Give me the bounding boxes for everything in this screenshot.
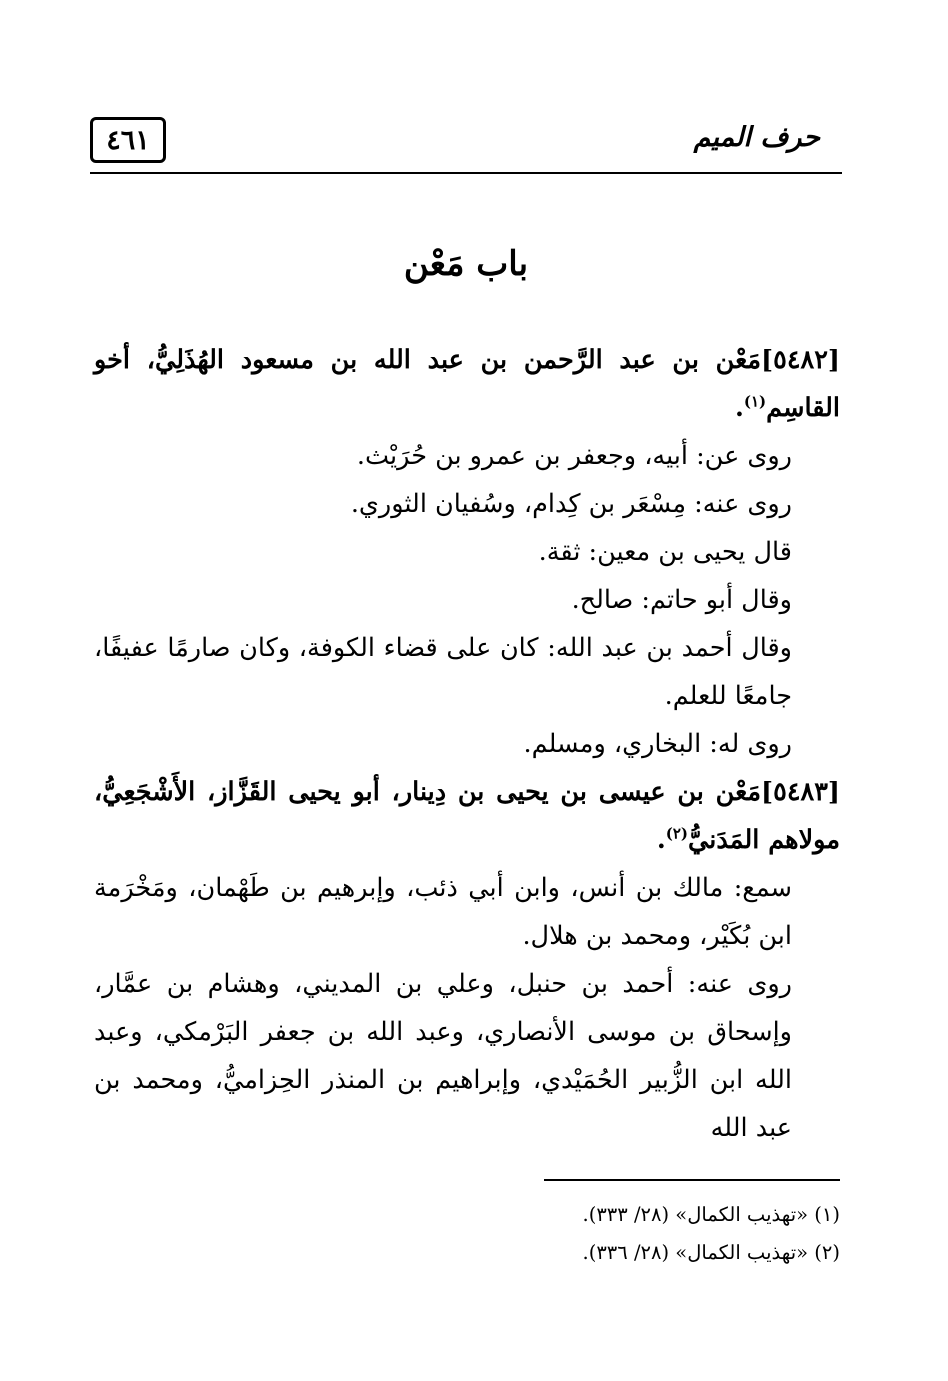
footnote-ref: (٢): [665, 824, 688, 843]
footnote-ref: (١): [743, 392, 767, 411]
entry-heading-5482: [94, 336, 840, 432]
footnote-rule: [544, 1179, 840, 1181]
entry-line: وقال أبو حاتم: صالح.: [571, 585, 792, 615]
chapter-title: باب مَعْن: [403, 244, 529, 284]
entry-line: روى عنه: أحمد بن حنبل، وعلي بن المديني، وهشام بن عمَّار، وإسحاق بن موسى الأنصاري، وعبد الله بن جعفر البَرْمكي، وعبد الله ابن الزُّبير الحُمَيْدي، وإبراهيم بن المنذر الحِزاميُّ، ومحمد بن عبد الله: [94, 969, 792, 1143]
body-text: [94, 336, 840, 1152]
running-title: حرف الميم: [693, 122, 820, 153]
entry-line: روى عن: أبيه، وجعفر بن عمرو بن حُرَيْث.: [356, 441, 792, 471]
header-rule: [90, 172, 842, 174]
heading-end: .: [734, 393, 744, 423]
entry-number: [٥٤٨٣]: [761, 777, 840, 807]
footnote: (١) «تهذيب الكمال» (٢٨/ ٣٣٣).: [582, 1203, 840, 1226]
heading-end: .: [656, 825, 666, 855]
entry-heading-text: مَعْن بن عيسى بن يحيى بن دِينار، أبو يحيى القَزَّاز، الأَشْجَعِيُّ، مولاهم المَدَنيُّ: [94, 777, 840, 855]
entry-heading-5483: [94, 768, 840, 864]
footnotes: [90, 1196, 840, 1272]
entry-number: [٥٤٨٢]: [761, 345, 840, 375]
entry-line: وقال أحمد بن عبد الله: كان على قضاء الكوفة، وكان صارمًا عفيفًا، جامعًا للعلم.: [94, 633, 792, 711]
entry-heading-text: مَعْن بن عبد الرَّحمن بن عبد الله بن مسعود الهُذَلِيُّ، أخو القاسِم: [94, 345, 840, 423]
entry-line: روى له: البخاري، ومسلم.: [523, 729, 792, 759]
entry-line: قال يحيى بن معين: ثقة.: [538, 537, 792, 567]
footnote: (٢) «تهذيب الكمال» (٢٨/ ٣٣٦).: [582, 1241, 840, 1264]
entry-line: روى عنه: مِسْعَر بن كِدام، وسُفيان الثوري.: [350, 489, 792, 519]
entry-line: سمع: مالك بن أنس، وابن أبي ذئب، وإبرهيم بن طَهْمان، ومَخْرَمة ابن بُكَيْر، ومحمد بن هلال.: [94, 873, 792, 951]
page-number: ٤٦١: [106, 124, 150, 156]
page-number-box: [90, 117, 166, 163]
